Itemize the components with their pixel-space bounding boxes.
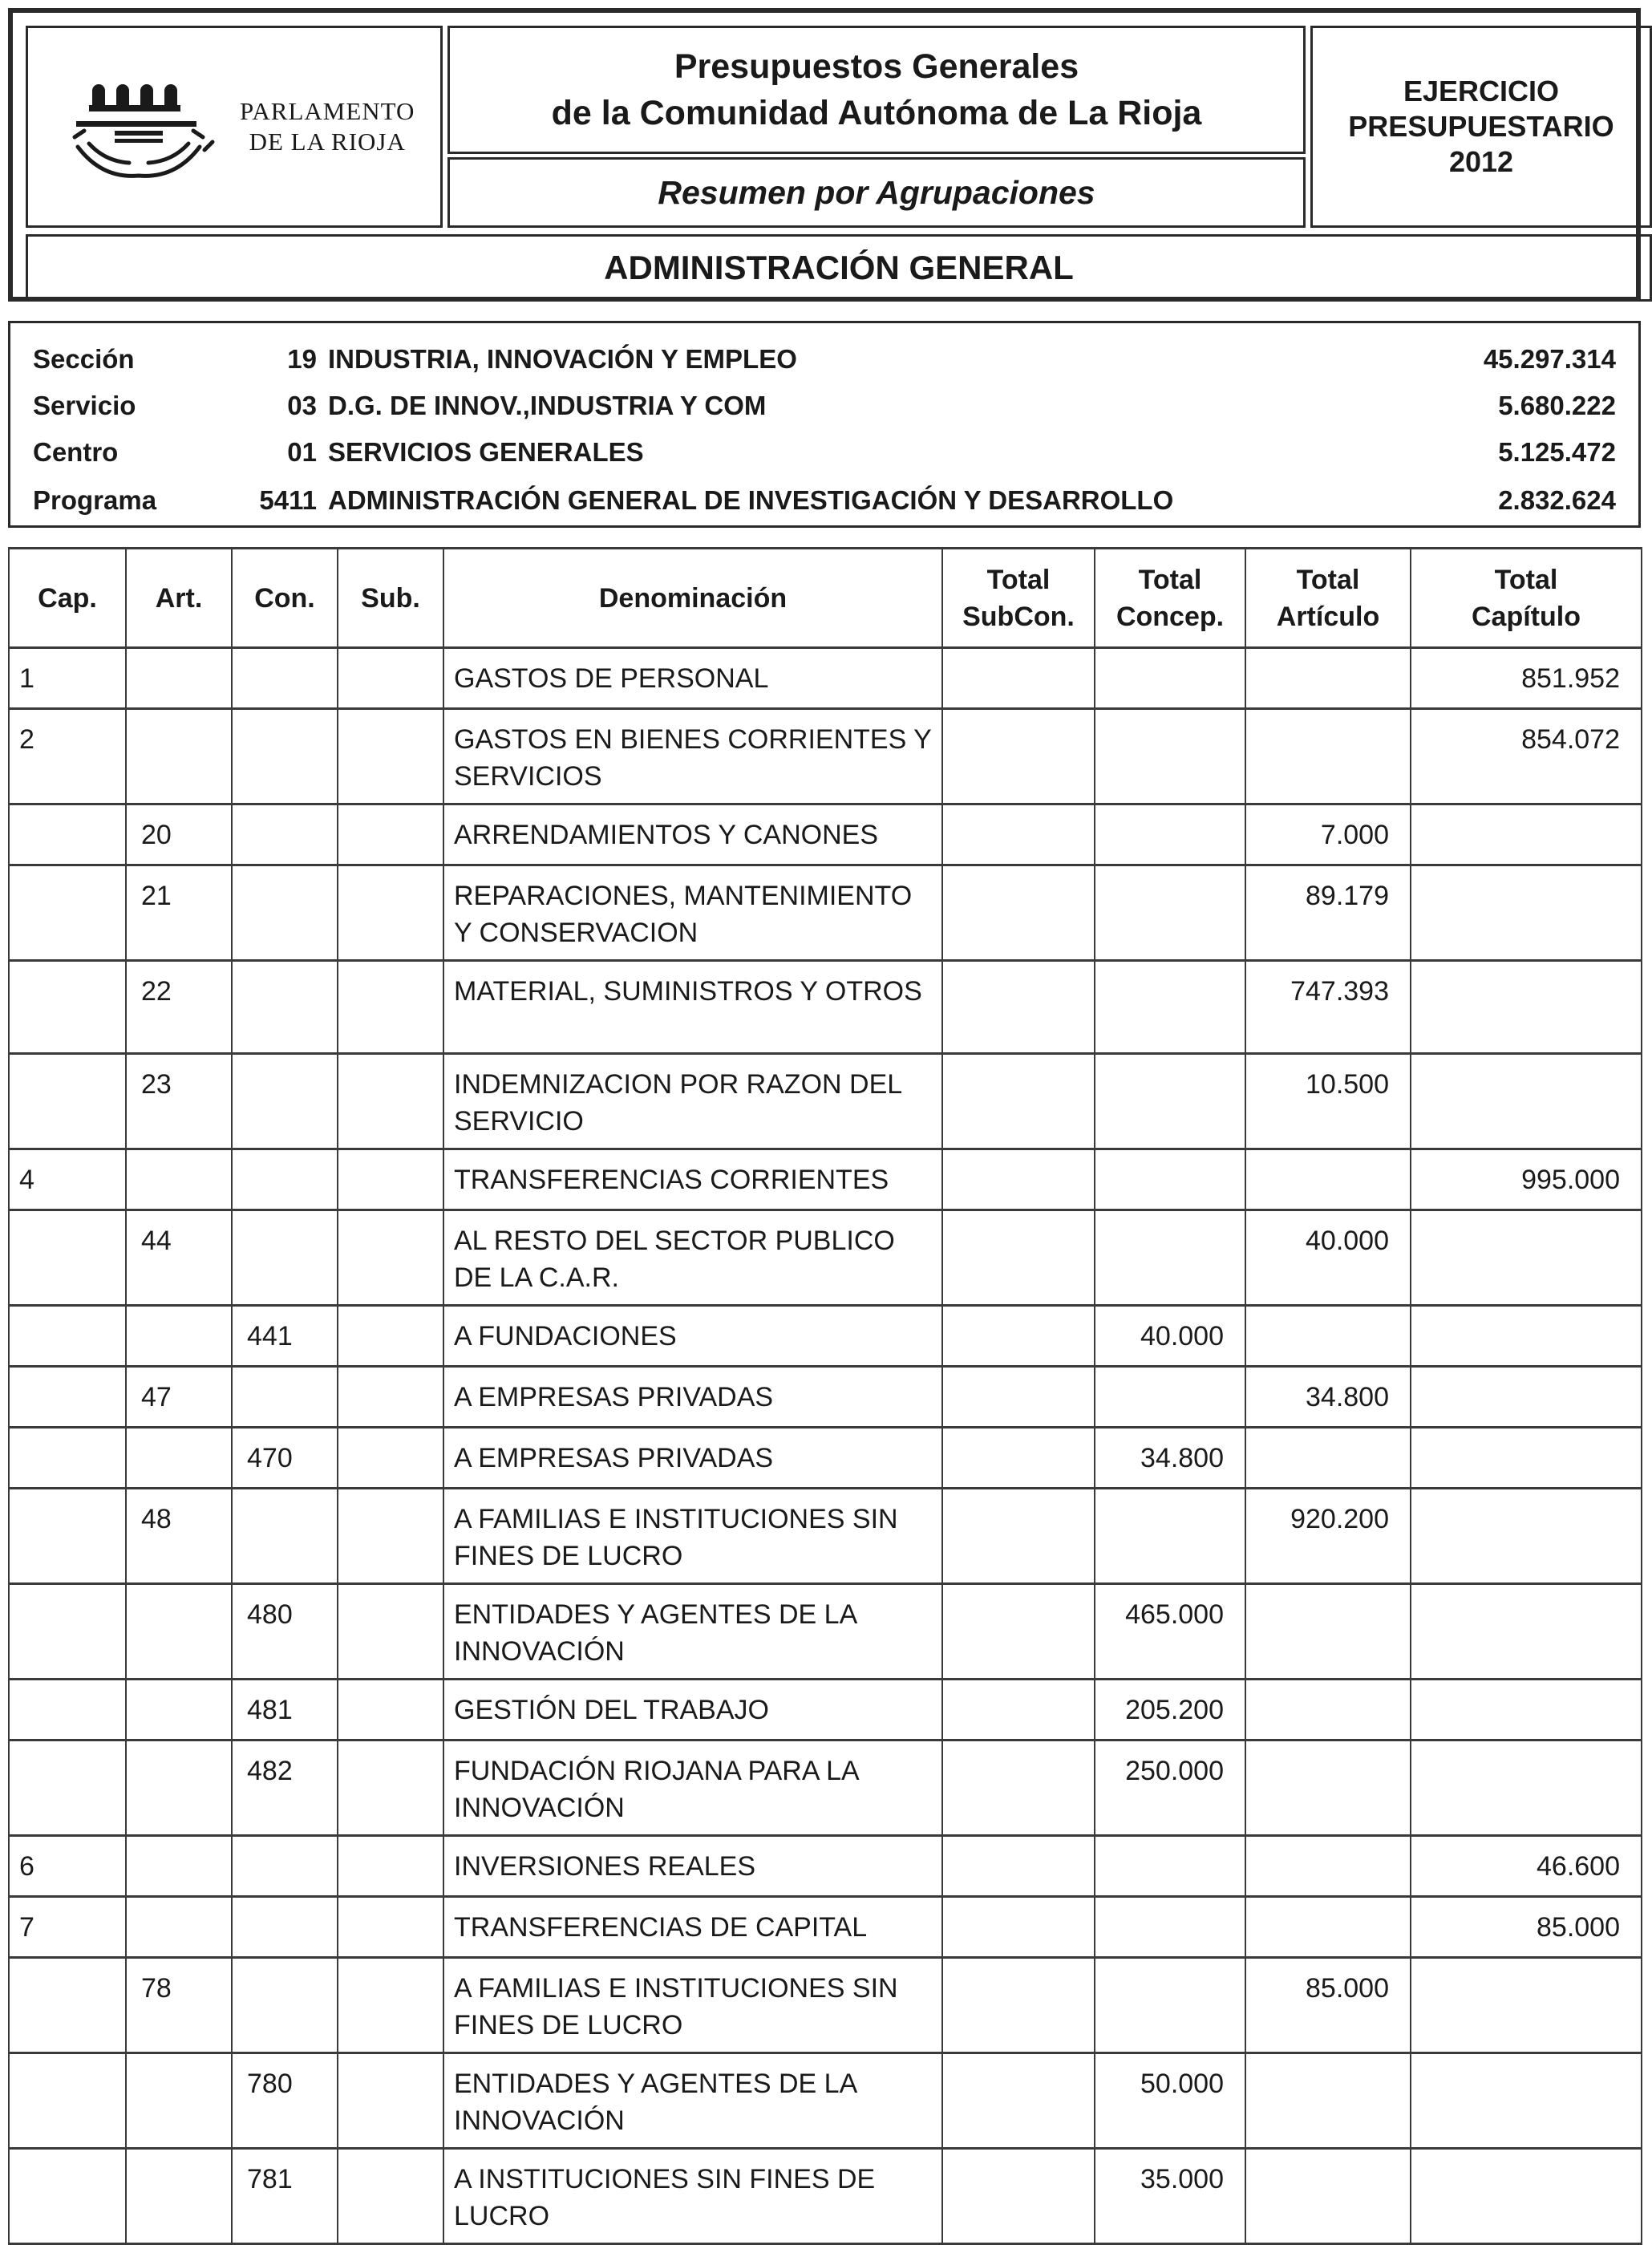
- cell-denominacion: A FUNDACIONES: [443, 1306, 942, 1367]
- col-header-line: Capítulo: [1472, 601, 1581, 632]
- cell-total-subcon: [942, 2149, 1095, 2244]
- table-row: [9, 1210, 1642, 1306]
- cell-total-capitulo: [1411, 961, 1642, 1054]
- parliament-logo-box: [26, 26, 443, 228]
- cell-total-subcon: [942, 1210, 1095, 1306]
- cell-con: 481: [232, 1680, 338, 1740]
- col-header-line: Total: [1296, 564, 1360, 595]
- cell-sub: [338, 1210, 443, 1306]
- cell-denominacion: INVERSIONES REALES: [443, 1836, 942, 1897]
- info-label: Sección: [33, 344, 135, 374]
- cell-total-capitulo: [1411, 1210, 1642, 1306]
- col-header-total-subcon: [942, 549, 1095, 648]
- cell-total-subcon: [942, 804, 1095, 865]
- parliament-name-line2: DE LA RIOJA: [249, 128, 406, 156]
- info-code: 19: [287, 344, 317, 374]
- cell-total-capitulo: [1411, 1680, 1642, 1740]
- col-header-line: Concep.: [1116, 601, 1225, 632]
- cell-total-subcon: [942, 1740, 1095, 1836]
- cell-sub: [338, 1584, 443, 1680]
- cell-sub: [338, 1489, 443, 1584]
- info-name: INDUSTRIA, INNOVACIÓN Y EMPLEO: [328, 344, 797, 374]
- cell-con: [232, 1958, 338, 2053]
- col-header-cap: Cap.: [9, 549, 126, 648]
- cell-total-concep: [1095, 648, 1245, 709]
- budget-table: [8, 547, 1642, 2245]
- table-row: [9, 709, 1642, 804]
- cell-total-articulo: 7.000: [1245, 804, 1411, 865]
- col-header-line: SubCon.: [962, 601, 1075, 632]
- cell-cap: [9, 2149, 126, 2244]
- cell-total-concep: 465.000: [1095, 1584, 1245, 1680]
- cell-total-articulo: [1245, 1149, 1411, 1210]
- cell-denominacion: A FAMILIAS E INSTITUCIONES SIN FINES DE LUCRO: [443, 1958, 942, 2053]
- table-row: [9, 2053, 1642, 2149]
- cell-total-subcon: [942, 648, 1095, 709]
- cell-total-articulo: [1245, 709, 1411, 804]
- cell-art: [126, 648, 232, 709]
- cell-total-subcon: [942, 2053, 1095, 2149]
- cell-cap: [9, 1958, 126, 2053]
- title-line2: de la Comunidad Autónoma de La Rioja: [551, 94, 1202, 132]
- info-name: SERVICIOS GENERALES: [328, 437, 644, 467]
- info-amount: 5.125.472: [1498, 437, 1616, 467]
- parliament-name: [240, 96, 415, 157]
- cell-total-concep: [1095, 1958, 1245, 2053]
- cell-cap: [9, 1740, 126, 1836]
- cell-total-capitulo: [1411, 1740, 1642, 1836]
- cell-total-subcon: [942, 1958, 1095, 2053]
- table-row: [9, 1584, 1642, 1680]
- document-subtitle: Resumen por Agrupaciones: [447, 157, 1306, 228]
- cell-total-concep: [1095, 865, 1245, 961]
- cell-total-articulo: [1245, 1897, 1411, 1958]
- cell-con: 482: [232, 1740, 338, 1836]
- col-header-art: Art.: [126, 549, 232, 648]
- cell-total-articulo: 40.000: [1245, 1210, 1411, 1306]
- cell-total-articulo: [1245, 1836, 1411, 1897]
- table-row: [9, 1680, 1642, 1740]
- col-header-line: Total: [1494, 564, 1558, 595]
- cell-total-concep: [1095, 1836, 1245, 1897]
- budget-classification-box: [8, 321, 1641, 528]
- cell-sub: [338, 865, 443, 961]
- cell-art: [126, 1897, 232, 1958]
- info-code: 03: [287, 391, 317, 420]
- col-header-line: Total: [1138, 564, 1202, 595]
- cell-cap: [9, 1584, 126, 1680]
- cell-total-concep: 205.200: [1095, 1680, 1245, 1740]
- cell-total-subcon: [942, 1489, 1095, 1584]
- cell-denominacion: ENTIDADES Y AGENTES DE LA INNOVACIÓN: [443, 1584, 942, 1680]
- info-amount: 2.832.624: [1498, 485, 1616, 515]
- cell-total-concep: [1095, 1367, 1245, 1428]
- table-row: [9, 1367, 1642, 1428]
- cell-sub: [338, 1680, 443, 1740]
- cell-total-concep: [1095, 1210, 1245, 1306]
- cell-con: [232, 1054, 338, 1149]
- cell-total-articulo: [1245, 1680, 1411, 1740]
- cell-total-concep: [1095, 709, 1245, 804]
- cell-total-capitulo: 46.600: [1411, 1836, 1642, 1897]
- table-row: [9, 1958, 1642, 2053]
- cell-con: [232, 1210, 338, 1306]
- cell-total-capitulo: [1411, 2149, 1642, 2244]
- cell-total-articulo: [1245, 648, 1411, 709]
- title-line1: Presupuestos Generales: [674, 47, 1079, 86]
- cell-denominacion: ARRENDAMIENTOS Y CANONES: [443, 804, 942, 865]
- cell-cap: [9, 1054, 126, 1149]
- cell-denominacion: A FAMILIAS E INSTITUCIONES SIN FINES DE LUCRO: [443, 1489, 942, 1584]
- cell-cap: [9, 1210, 126, 1306]
- cell-cap: 4: [9, 1149, 126, 1210]
- info-label: Programa: [33, 485, 157, 515]
- cell-denominacion: GESTIÓN DEL TRABAJO: [443, 1680, 942, 1740]
- table-row: [9, 1836, 1642, 1897]
- cell-art: 47: [126, 1367, 232, 1428]
- cell-total-capitulo: [1411, 1584, 1642, 1680]
- cell-total-subcon: [942, 865, 1095, 961]
- info-code: 5411: [259, 485, 317, 515]
- cell-con: [232, 1367, 338, 1428]
- cell-denominacion: MATERIAL, SUMINISTROS Y OTROS: [443, 961, 942, 1054]
- cell-art: [126, 2053, 232, 2149]
- cell-total-subcon: [942, 1897, 1095, 1958]
- cell-total-capitulo: [1411, 804, 1642, 865]
- cell-total-articulo: 747.393: [1245, 961, 1411, 1054]
- cell-total-articulo: [1245, 1428, 1411, 1489]
- cell-sub: [338, 1836, 443, 1897]
- cell-cap: [9, 865, 126, 961]
- cell-denominacion: REPARACIONES, MANTENIMIENTO Y CONSERVACION: [443, 865, 942, 961]
- fiscal-year-value: 2012: [1448, 145, 1514, 178]
- document-header: [8, 8, 1641, 302]
- info-label: Servicio: [33, 391, 136, 420]
- cell-cap: [9, 1306, 126, 1367]
- cell-total-concep: [1095, 1054, 1245, 1149]
- table-row: [9, 865, 1642, 961]
- cell-sub: [338, 1149, 443, 1210]
- cell-total-subcon: [942, 1149, 1095, 1210]
- cell-total-capitulo: [1411, 2053, 1642, 2149]
- cell-sub: [338, 1740, 443, 1836]
- cell-con: 781: [232, 2149, 338, 2244]
- cell-con: [232, 1836, 338, 1897]
- cell-total-capitulo: [1411, 1489, 1642, 1584]
- cell-denominacion: TRANSFERENCIAS DE CAPITAL: [443, 1897, 942, 1958]
- col-header-denominacion: Denominación: [443, 549, 942, 648]
- cell-total-articulo: 920.200: [1245, 1489, 1411, 1584]
- cell-con: [232, 1897, 338, 1958]
- cell-total-concep: 250.000: [1095, 1740, 1245, 1836]
- cell-cap: [9, 1367, 126, 1428]
- cell-sub: [338, 1054, 443, 1149]
- cell-total-capitulo: 854.072: [1411, 709, 1642, 804]
- table-row: [9, 804, 1642, 865]
- cell-sub: [338, 804, 443, 865]
- cell-total-articulo: [1245, 1584, 1411, 1680]
- cell-con: [232, 865, 338, 961]
- cell-cap: [9, 2053, 126, 2149]
- cell-sub: [338, 961, 443, 1054]
- cell-art: 78: [126, 1958, 232, 2053]
- info-row-programa: [10, 476, 1638, 522]
- cell-total-capitulo: [1411, 865, 1642, 961]
- cell-total-capitulo: 995.000: [1411, 1149, 1642, 1210]
- cell-denominacion: A EMPRESAS PRIVADAS: [443, 1367, 942, 1428]
- cell-cap: [9, 1428, 126, 1489]
- table-row: [9, 961, 1642, 1054]
- cell-total-concep: [1095, 961, 1245, 1054]
- table-header-row: [9, 549, 1642, 648]
- table-row: [9, 1489, 1642, 1584]
- cell-art: 44: [126, 1210, 232, 1306]
- cell-total-subcon: [942, 1306, 1095, 1367]
- cell-art: [126, 1149, 232, 1210]
- cell-con: 780: [232, 2053, 338, 2149]
- table-row: [9, 1897, 1642, 1958]
- cell-cap: 2: [9, 709, 126, 804]
- info-label: Centro: [33, 437, 119, 467]
- cell-denominacion: INDEMNIZACION POR RAZON DEL SERVICIO: [443, 1054, 942, 1149]
- cell-art: [126, 1740, 232, 1836]
- cell-sub: [338, 1367, 443, 1428]
- info-name: ADMINISTRACIÓN GENERAL DE INVESTIGACIÓN Y DESARROLLO: [328, 485, 1174, 515]
- table-row: [9, 1054, 1642, 1149]
- cell-total-concep: 35.000: [1095, 2149, 1245, 2244]
- table-row: [9, 1149, 1642, 1210]
- cell-denominacion: FUNDACIÓN RIOJANA PARA LA INNOVACIÓN: [443, 1740, 942, 1836]
- cell-art: [126, 1680, 232, 1740]
- cell-art: [126, 2149, 232, 2244]
- cell-con: [232, 1149, 338, 1210]
- cell-total-concep: 40.000: [1095, 1306, 1245, 1367]
- cell-con: 470: [232, 1428, 338, 1489]
- cell-art: [126, 1428, 232, 1489]
- cell-total-articulo: [1245, 1740, 1411, 1836]
- info-row-servicio: [10, 381, 1638, 428]
- fiscal-year-label1: EJERCICIO: [1403, 75, 1560, 107]
- cell-art: [126, 1306, 232, 1367]
- cell-art: 22: [126, 961, 232, 1054]
- cell-total-capitulo: [1411, 1306, 1642, 1367]
- cell-total-concep: [1095, 1489, 1245, 1584]
- cell-total-subcon: [942, 1428, 1095, 1489]
- col-header-total-concep: [1095, 549, 1245, 648]
- cell-total-capitulo: [1411, 1958, 1642, 2053]
- cell-total-articulo: [1245, 1306, 1411, 1367]
- cell-denominacion: ENTIDADES Y AGENTES DE LA INNOVACIÓN: [443, 2053, 942, 2149]
- cell-denominacion: A EMPRESAS PRIVADAS: [443, 1428, 942, 1489]
- cell-denominacion: AL RESTO DEL SECTOR PUBLICO DE LA C.A.R.: [443, 1210, 942, 1306]
- cell-art: 23: [126, 1054, 232, 1149]
- cell-con: [232, 1489, 338, 1584]
- cell-art: 21: [126, 865, 232, 961]
- fiscal-year-label2: PRESUPUESTARIO: [1348, 110, 1614, 143]
- cell-cap: [9, 804, 126, 865]
- cell-total-concep: 34.800: [1095, 1428, 1245, 1489]
- cell-total-subcon: [942, 961, 1095, 1054]
- cell-total-subcon: [942, 1680, 1095, 1740]
- cell-con: [232, 648, 338, 709]
- cell-total-subcon: [942, 1584, 1095, 1680]
- cell-cap: 1: [9, 648, 126, 709]
- cell-sub: [338, 2149, 443, 2244]
- cell-total-concep: [1095, 804, 1245, 865]
- cell-art: [126, 1836, 232, 1897]
- cell-cap: [9, 961, 126, 1054]
- cell-art: 48: [126, 1489, 232, 1584]
- info-amount: 5.680.222: [1498, 391, 1616, 420]
- parliament-emblem-icon: [70, 67, 222, 187]
- cell-cap: 7: [9, 1897, 126, 1958]
- cell-con: 441: [232, 1306, 338, 1367]
- cell-denominacion: GASTOS DE PERSONAL: [443, 648, 942, 709]
- cell-con: 480: [232, 1584, 338, 1680]
- table-row: [9, 1306, 1642, 1367]
- cell-con: [232, 804, 338, 865]
- col-header-total-articulo: [1245, 549, 1411, 648]
- cell-total-articulo: [1245, 2053, 1411, 2149]
- cell-sub: [338, 1958, 443, 2053]
- cell-total-subcon: [942, 1367, 1095, 1428]
- col-header-total-capitulo: [1411, 549, 1642, 648]
- table-row: [9, 1428, 1642, 1489]
- cell-total-concep: 50.000: [1095, 2053, 1245, 2149]
- table-row: [9, 2149, 1642, 2244]
- cell-total-capitulo: 851.952: [1411, 648, 1642, 709]
- cell-con: [232, 709, 338, 804]
- cell-denominacion: TRANSFERENCIAS CORRIENTES: [443, 1149, 942, 1210]
- cell-denominacion: GASTOS EN BIENES CORRIENTES Y SERVICIOS: [443, 709, 942, 804]
- cell-cap: [9, 1489, 126, 1584]
- cell-total-capitulo: [1411, 1054, 1642, 1149]
- cell-sub: [338, 1306, 443, 1367]
- cell-total-articulo: 34.800: [1245, 1367, 1411, 1428]
- col-header-line: Artículo: [1276, 601, 1380, 632]
- info-name: D.G. DE INNOV.,INDUSTRIA Y COM: [328, 391, 767, 420]
- cell-denominacion: A INSTITUCIONES SIN FINES DE LUCRO: [443, 2149, 942, 2244]
- info-row-seccion: [10, 334, 1638, 381]
- col-header-con: Con.: [232, 549, 338, 648]
- table-row: [9, 1740, 1642, 1836]
- cell-total-subcon: [942, 709, 1095, 804]
- cell-total-capitulo: [1411, 1367, 1642, 1428]
- cell-sub: [338, 648, 443, 709]
- cell-cap: 6: [9, 1836, 126, 1897]
- cell-sub: [338, 1428, 443, 1489]
- info-row-centro: [10, 428, 1638, 474]
- fiscal-year-box: [1310, 26, 1652, 228]
- cell-sub: [338, 709, 443, 804]
- cell-art: [126, 709, 232, 804]
- info-amount: 45.297.314: [1483, 344, 1616, 374]
- col-header-sub: Sub.: [338, 549, 443, 648]
- admin-section-title: ADMINISTRACIÓN GENERAL: [26, 234, 1652, 302]
- cell-sub: [338, 2053, 443, 2149]
- cell-art: 20: [126, 804, 232, 865]
- cell-total-capitulo: 85.000: [1411, 1897, 1642, 1958]
- cell-total-articulo: 85.000: [1245, 1958, 1411, 2053]
- cell-total-articulo: [1245, 2149, 1411, 2244]
- cell-con: [232, 961, 338, 1054]
- cell-cap: [9, 1680, 126, 1740]
- cell-total-concep: [1095, 1149, 1245, 1210]
- table-row: [9, 648, 1642, 709]
- cell-total-subcon: [942, 1836, 1095, 1897]
- cell-total-articulo: 89.179: [1245, 865, 1411, 961]
- cell-total-subcon: [942, 1054, 1095, 1149]
- cell-total-concep: [1095, 1897, 1245, 1958]
- cell-total-capitulo: [1411, 1428, 1642, 1489]
- col-header-line: Total: [986, 564, 1051, 595]
- info-code: 01: [287, 437, 317, 467]
- parliament-name-line1: PARLAMENTO: [240, 97, 415, 125]
- cell-sub: [338, 1897, 443, 1958]
- document-title: [447, 26, 1306, 154]
- cell-total-articulo: 10.500: [1245, 1054, 1411, 1149]
- cell-art: [126, 1584, 232, 1680]
